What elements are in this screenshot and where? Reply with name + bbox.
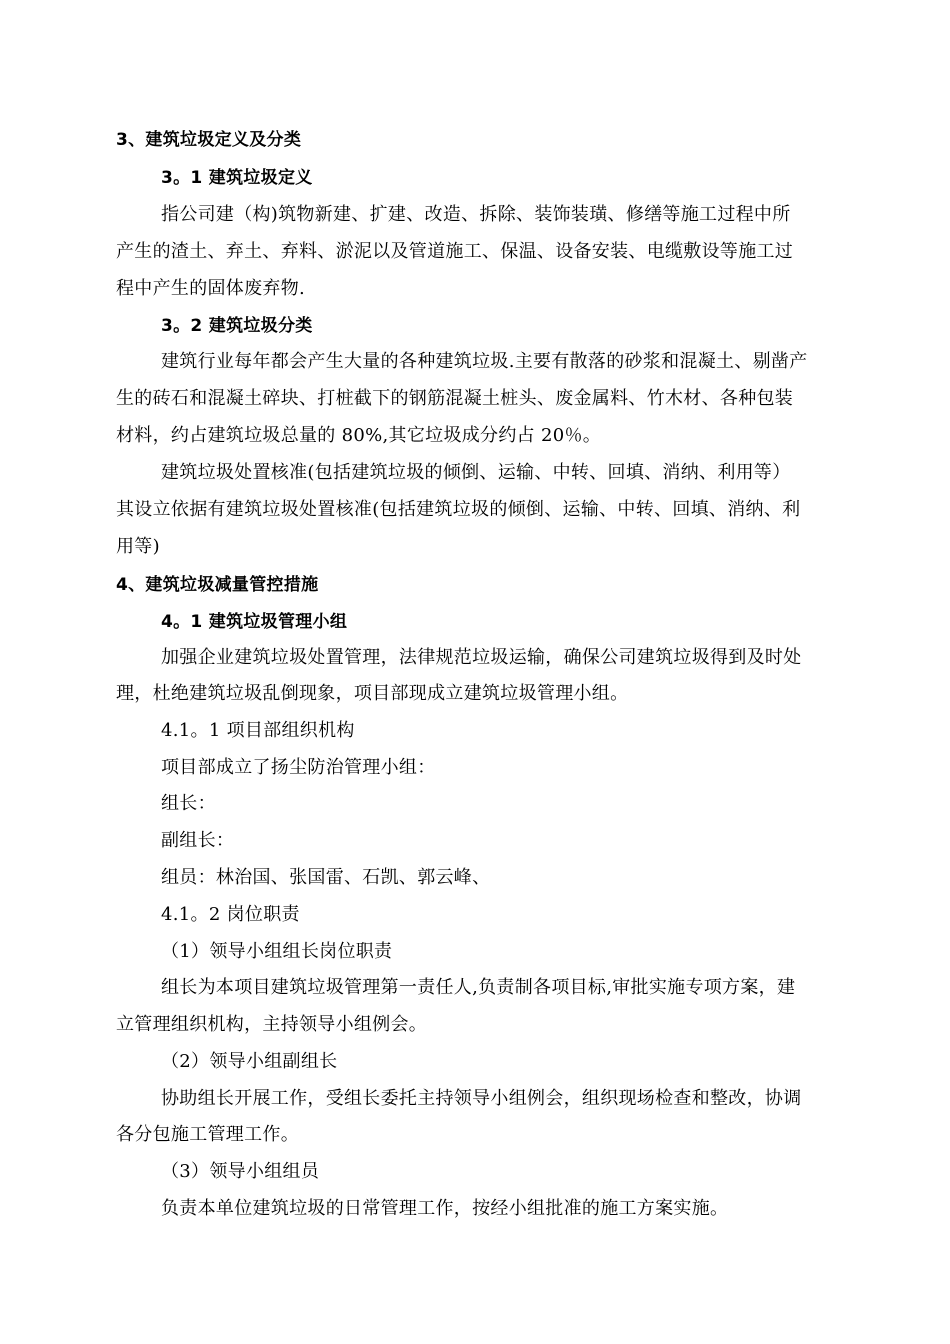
paragraph-line: 用等): [116, 536, 160, 557]
subsection-heading-4-1: 4。1 建筑垃圾管理小组: [161, 612, 348, 632]
paragraph-line: 各分包施工管理工作。: [116, 1124, 299, 1145]
section-heading-3: 3、建筑垃圾定义及分类: [116, 130, 302, 150]
paragraph-line: 材料，约占建筑垃圾总量的 80%,其它垃圾成分约占 20％。: [116, 425, 602, 446]
paragraph-line: 立管理组织机构，主持领导小组例会。: [116, 1014, 428, 1035]
paragraph-line: 协助组长开展工作，受组长委托主持领导小组例会，组织现场检查和整改，协调: [161, 1088, 802, 1109]
paragraph-line: 其设立依据有建筑垃圾处置核准(包括建筑垃圾的倾倒、运输、中转、回填、消纳、利: [116, 499, 801, 520]
paragraph-line: 副组长：: [161, 830, 235, 851]
paragraph-line: 产生的渣土、弃土、弃料、淤泥以及管道施工、保温、设备安装、电缆敷设等施工过: [116, 241, 794, 262]
subsection-heading-4-1-1: 4.1。1 项目部组织机构: [161, 720, 355, 741]
section-heading-4: 4、建筑垃圾减量管控措施: [116, 575, 319, 595]
subsection-heading-3-2: 3。2 建筑垃圾分类: [161, 316, 313, 336]
paragraph-line: 组长：: [161, 793, 216, 814]
paragraph-line: 项目部成立了扬尘防治管理小组：: [161, 757, 436, 778]
paragraph-line: 指公司建（构)筑物新建、扩建、改造、拆除、装饰装璜、修缮等施工过程中所: [161, 204, 791, 225]
paragraph-line: 程中产生的固体废弃物.: [116, 278, 306, 299]
paragraph-line: 理，杜绝建筑垃圾乱倒现象，项目部现成立建筑垃圾管理小组。: [116, 683, 629, 704]
paragraph-line: 建筑垃圾处置核准(包括建筑垃圾的倾倒、运输、中转、回填、消纳、利用等）: [161, 462, 791, 483]
paragraph-line: 建筑行业每年都会产生大量的各种建筑垃圾.主要有散落的砂浆和混凝土、剔凿产: [161, 351, 808, 372]
subsection-heading-3-1: 3。1 建筑垃圾定义: [161, 168, 313, 188]
paragraph-line: 生的砖石和混凝土碎块、打桩截下的钢筋混凝土桩头、废金属料、竹木材、各种包装: [116, 388, 794, 409]
paragraph-line: 加强企业建筑垃圾处置管理，法律规范垃圾运输，确保公司建筑垃圾得到及时处: [161, 647, 802, 668]
list-item-heading: （3）领导小组组员: [161, 1161, 320, 1182]
paragraph-line: 组长为本项目建筑垃圾管理第一责任人,负责制各项目标,审批实施专项方案，建: [161, 977, 796, 998]
list-item-heading: （1）领导小组组长岗位职责: [161, 941, 393, 962]
paragraph-line: 负责本单位建筑垃圾的日常管理工作，按经小组批准的施工方案实施。: [161, 1198, 729, 1219]
paragraph-line: 组员：林治国、张国雷、石凯、郭云峰、: [161, 867, 491, 888]
list-item-heading: （2）领导小组副组长: [161, 1051, 338, 1072]
subsection-heading-4-1-2: 4.1。2 岗位职责: [161, 904, 300, 925]
